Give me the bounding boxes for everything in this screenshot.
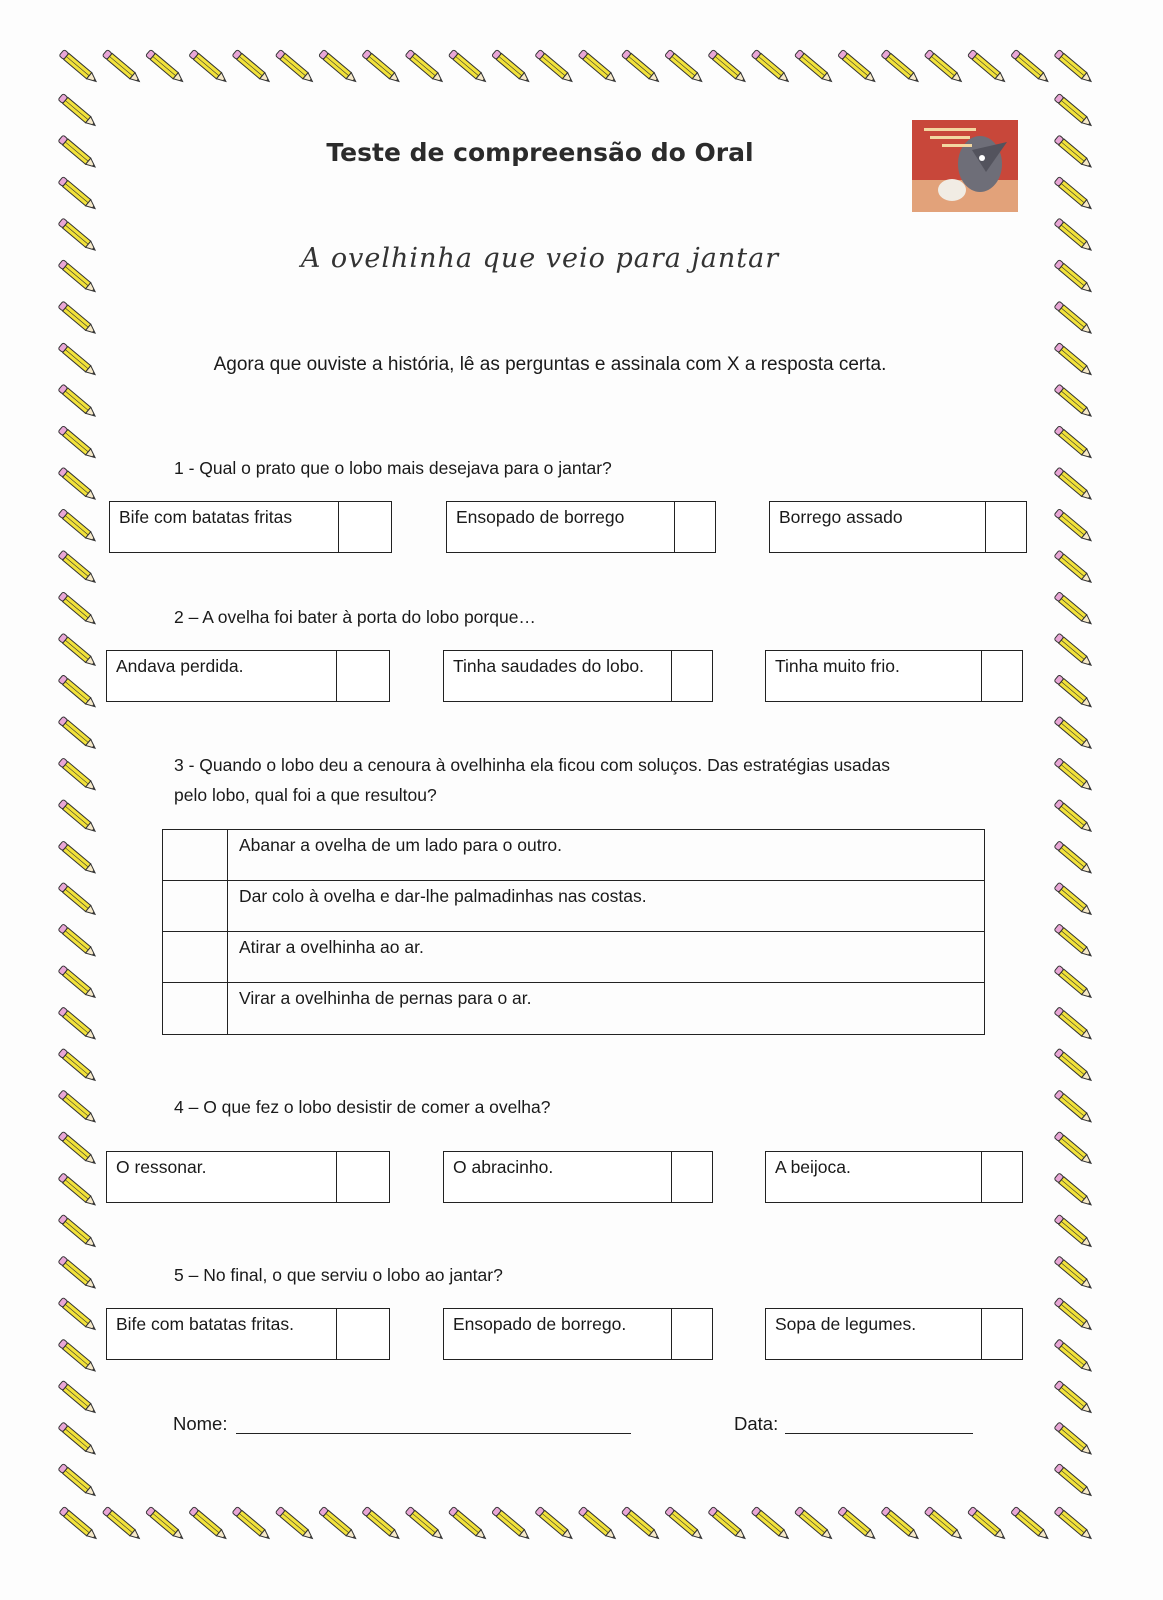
- pencil-icon: [1054, 882, 1094, 917]
- question-5: 5 – No final, o que serviu o lobo ao jantar?: [174, 1265, 503, 1285]
- pencil-icon: [58, 509, 98, 544]
- pencil-icon: [1054, 799, 1094, 834]
- answer-checkbox[interactable]: [336, 651, 389, 701]
- pencil-icon: [1054, 1507, 1094, 1542]
- question-1: 1 - Qual o prato que o lobo mais desejava para o jantar?: [174, 458, 612, 478]
- pencil-icon: [838, 50, 878, 85]
- q4-option-1[interactable]: [106, 1151, 390, 1203]
- pencil-icon: [1054, 1297, 1094, 1332]
- pencil-icon: [881, 1507, 921, 1542]
- pencil-icon: [1054, 1214, 1094, 1249]
- pencil-icon: [448, 50, 488, 85]
- pencil-icon: [665, 50, 705, 85]
- pencil-icon: [1054, 343, 1094, 378]
- q4-option-3[interactable]: [765, 1151, 1023, 1203]
- q3-option-4[interactable]: [163, 983, 984, 1034]
- q1-option-1[interactable]: [109, 501, 392, 553]
- pencil-icon: [492, 1507, 532, 1542]
- pencil-icon: [58, 1214, 98, 1249]
- pencil-icon: [751, 50, 791, 85]
- pencil-icon: [102, 1507, 142, 1542]
- book-cover-image: [912, 120, 1018, 212]
- answer-checkbox[interactable]: [671, 651, 712, 701]
- pencil-icon: [1054, 1173, 1094, 1208]
- pencil-icon: [1054, 1256, 1094, 1291]
- pencil-icon: [1054, 1131, 1094, 1166]
- q2-option-2[interactable]: [443, 650, 713, 702]
- instruction-text: Agora que ouviste a história, lê as perguntas e assinala com X a resposta certa.: [213, 354, 887, 375]
- pencil-icon: [58, 716, 98, 751]
- pencil-icon: [58, 965, 98, 1000]
- pencil-icon: [751, 1507, 791, 1542]
- answer-checkbox[interactable]: [163, 983, 228, 1034]
- pencil-icon: [794, 50, 834, 85]
- pencil-icon: [58, 1048, 98, 1083]
- pencil-icon: [58, 384, 98, 419]
- pencil-icon: [189, 50, 229, 85]
- q5-option-1[interactable]: [106, 1308, 390, 1360]
- pencil-icon: [881, 50, 921, 85]
- pencil-icon: [708, 50, 748, 85]
- pencil-icon: [319, 1507, 359, 1542]
- pencil-icon: [58, 467, 98, 502]
- answer-checkbox[interactable]: [671, 1309, 712, 1359]
- option-label: Sopa de legumes.: [775, 1314, 917, 1334]
- pencil-icon: [1054, 467, 1094, 502]
- pencil-icon: [405, 1507, 445, 1542]
- pencil-icon: [1054, 633, 1094, 668]
- question-2: 2 – A ovelha foi bater à porta do lobo porque…: [174, 607, 536, 627]
- q2-option-3[interactable]: [765, 650, 1023, 702]
- pencil-icon: [189, 1507, 229, 1542]
- pencil-icon: [621, 50, 661, 85]
- answer-checkbox[interactable]: [338, 502, 391, 552]
- pencil-icon: [1054, 1464, 1094, 1499]
- answer-checkbox[interactable]: [671, 1152, 712, 1202]
- option-label: Virar a ovelhinha de pernas para o ar.: [239, 988, 532, 1008]
- pencil-icon: [58, 1131, 98, 1166]
- pencil-icon: [59, 1507, 99, 1542]
- pencil-icon: [58, 218, 98, 253]
- pencil-icon: [58, 1256, 98, 1291]
- option-label: Bife com batatas fritas: [119, 507, 293, 527]
- pencil-icon: [102, 50, 142, 85]
- pencil-icon: [1054, 426, 1094, 461]
- pencil-icon: [1054, 1090, 1094, 1125]
- pencil-icon: [146, 1507, 186, 1542]
- answer-checkbox[interactable]: [336, 1309, 389, 1359]
- q3-option-3[interactable]: [163, 932, 984, 983]
- page-title: Teste de compreensão do Oral: [326, 138, 754, 167]
- pencil-icon: [58, 301, 98, 336]
- answer-checkbox[interactable]: [981, 651, 1022, 701]
- question-3-line-1: 3 - Quando o lobo deu a cenoura à ovelhinha ela ficou com soluços. Das estratégias usadas: [174, 755, 891, 775]
- pencil-icon: [1054, 260, 1094, 295]
- pencil-icon: [58, 1173, 98, 1208]
- pencil-icon: [448, 1507, 488, 1542]
- pencil-icon: [794, 1507, 834, 1542]
- pencil-icon: [838, 1507, 878, 1542]
- date-field[interactable]: [785, 1433, 973, 1434]
- option-label: Tinha saudades do lobo.: [453, 656, 645, 676]
- pencil-icon: [58, 633, 98, 668]
- q3-option-1[interactable]: [163, 830, 984, 881]
- pencil-icon: [1054, 1007, 1094, 1042]
- pencil-icon: [58, 1339, 98, 1374]
- pencil-icon: [58, 675, 98, 710]
- pencil-icon: [1054, 758, 1094, 793]
- story-title: A ovelhinha que veio para jantar: [300, 243, 780, 274]
- option-label: Abanar a ovelha de um lado para o outro.: [239, 835, 562, 855]
- pencil-icon: [1011, 50, 1051, 85]
- pencil-icon: [58, 758, 98, 793]
- pencil-icon: [1054, 1380, 1094, 1415]
- pencil-icon: [58, 1297, 98, 1332]
- pencil-icon: [665, 1507, 705, 1542]
- pencil-icon: [58, 592, 98, 627]
- q4-option-2[interactable]: [443, 1151, 713, 1203]
- option-label: Bife com batatas fritas.: [116, 1314, 294, 1334]
- pencil-icon: [1054, 1422, 1094, 1457]
- pencil-icon: [1054, 675, 1094, 710]
- pencil-icon: [1054, 592, 1094, 627]
- pencil-icon: [578, 50, 618, 85]
- option-label: Atirar a ovelhinha ao ar.: [239, 937, 424, 957]
- pencil-icon: [58, 799, 98, 834]
- pencil-icon: [1054, 218, 1094, 253]
- q5-option-3[interactable]: [765, 1308, 1023, 1360]
- pencil-icon: [146, 50, 186, 85]
- pencil-icon: [535, 1507, 575, 1542]
- pencil-icon: [232, 50, 272, 85]
- q2-option-1[interactable]: [106, 650, 390, 702]
- pencil-icon: [924, 1507, 964, 1542]
- option-label: O abracinho.: [453, 1157, 554, 1177]
- date-label: Data:: [734, 1413, 779, 1434]
- answer-checkbox[interactable]: [336, 1152, 389, 1202]
- answer-checkbox[interactable]: [981, 1309, 1022, 1359]
- q3-option-2[interactable]: [163, 881, 984, 932]
- answer-checkbox[interactable]: [985, 502, 1026, 552]
- pencil-icon: [1054, 509, 1094, 544]
- pencil-icon: [1054, 1048, 1094, 1083]
- pencil-icon: [1054, 384, 1094, 419]
- option-label: Borrego assado: [779, 507, 903, 527]
- answer-checkbox[interactable]: [674, 502, 715, 552]
- pencil-icon: [405, 50, 445, 85]
- pencil-icon: [1054, 177, 1094, 212]
- pencil-icon: [362, 50, 402, 85]
- pencil-icon: [968, 50, 1008, 85]
- pencil-icon: [708, 1507, 748, 1542]
- pencil-icon: [319, 50, 359, 85]
- q1-option-3[interactable]: [769, 501, 1027, 553]
- pencil-icon: [58, 135, 98, 170]
- option-label: Ensopado de borrego.: [453, 1314, 627, 1334]
- pencil-icon: [275, 50, 315, 85]
- question-3: [174, 750, 890, 810]
- pencil-icon: [275, 1507, 315, 1542]
- pencil-icon: [578, 1507, 618, 1542]
- option-label: Ensopado de borrego: [456, 507, 625, 527]
- pencil-icon: [1011, 1507, 1051, 1542]
- option-label: Andava perdida.: [116, 656, 244, 676]
- pencil-icon: [58, 343, 98, 378]
- question-4: 4 – O que fez o lobo desistir de comer a ovelha?: [174, 1097, 551, 1117]
- q3-options-table: [162, 829, 985, 1035]
- pencil-icon: [58, 924, 98, 959]
- pencil-icon: [58, 1090, 98, 1125]
- pencil-icon: [535, 50, 575, 85]
- pencil-icon: [58, 426, 98, 461]
- name-field[interactable]: [236, 1433, 631, 1434]
- answer-checkbox[interactable]: [981, 1152, 1022, 1202]
- pencil-icon: [1054, 550, 1094, 585]
- pencil-icon: [58, 1464, 98, 1499]
- question-3-line-2: pelo lobo, qual foi a que resultou?: [174, 785, 437, 805]
- option-label: A beijoca.: [775, 1157, 851, 1177]
- answer-checkbox[interactable]: [163, 932, 228, 982]
- pencil-icon: [58, 177, 98, 212]
- answer-checkbox[interactable]: [163, 830, 228, 880]
- pencil-icon: [621, 1507, 661, 1542]
- pencil-icon: [1054, 924, 1094, 959]
- pencil-icon: [362, 1507, 402, 1542]
- pencil-icon: [58, 94, 98, 129]
- q1-option-2[interactable]: [446, 501, 716, 553]
- pencil-icon: [59, 50, 99, 85]
- pencil-icon: [58, 1007, 98, 1042]
- pencil-icon: [1054, 1339, 1094, 1374]
- option-label: Dar colo à ovelha e dar-lhe palmadinhas nas costas.: [239, 886, 647, 906]
- pencil-icon: [58, 882, 98, 917]
- pencil-icon: [492, 50, 532, 85]
- pencil-icon: [1054, 716, 1094, 751]
- pencil-icon: [1054, 135, 1094, 170]
- pencil-icon: [1054, 965, 1094, 1000]
- pencil-icon: [58, 260, 98, 295]
- option-label: Tinha muito frio.: [775, 656, 900, 676]
- option-label: O ressonar.: [116, 1157, 207, 1177]
- pencil-icon: [1054, 94, 1094, 129]
- pencil-icon: [968, 1507, 1008, 1542]
- pencil-icon: [1054, 50, 1094, 85]
- pencil-icon: [58, 1422, 98, 1457]
- pencil-icon: [924, 50, 964, 85]
- q5-option-2[interactable]: [443, 1308, 713, 1360]
- pencil-icon: [58, 841, 98, 876]
- name-label: Nome:: [173, 1413, 228, 1434]
- pencil-icon: [58, 1380, 98, 1415]
- answer-checkbox[interactable]: [163, 881, 228, 931]
- pencil-icon: [232, 1507, 272, 1542]
- pencil-icon: [1054, 301, 1094, 336]
- pencil-icon: [1054, 841, 1094, 876]
- pencil-icon: [58, 550, 98, 585]
